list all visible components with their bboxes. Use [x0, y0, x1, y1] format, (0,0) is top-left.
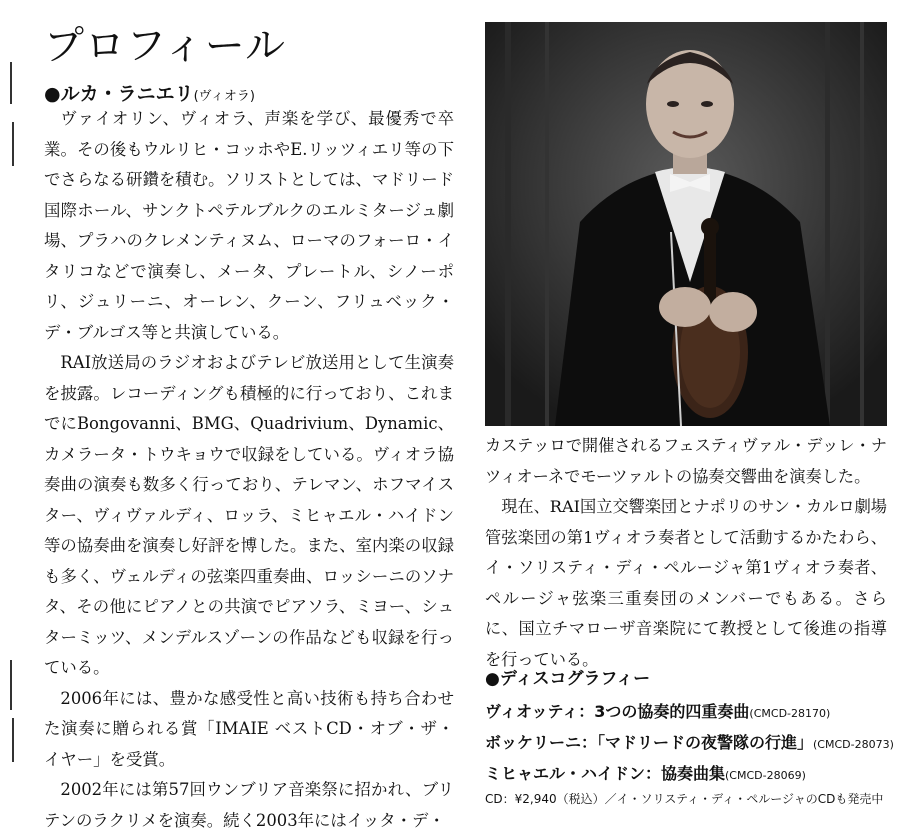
- bio-paragraph-3: 2006年には、豊かな感受性と高い技術も持ち合わせた演奏に贈られる賞「IMAIE ベストCD・オブ・ザ・イヤー」を受賞。: [44, 688, 454, 769]
- bio-paragraph-4: 2002年には第57回ウンブリア音楽祭に招かれ、ブリテンのラクリメを演奏。続く2003年にはイッタ・デ・: [44, 780, 454, 830]
- disco-code: (CMCD-28073): [813, 738, 894, 751]
- artist-name: [44, 79, 255, 106]
- discography-item: [485, 696, 905, 727]
- margin-mark: [12, 122, 14, 166]
- disco-title: ボッケリーニ：「マドリードの夜警隊の行進」: [485, 733, 814, 752]
- violist-portrait-image: [485, 22, 887, 426]
- artist-instrument: (ヴィオラ): [193, 89, 255, 104]
- margin-mark: [12, 718, 14, 762]
- disco-code: (CMCD-28069): [725, 769, 806, 782]
- bio-paragraph-4-continued: カステッロで開催されるフェスティヴァル・デッレ・ナツィオーネでモーツァルトの協奏交響曲を演奏した。: [485, 436, 887, 486]
- price-note: CD：¥2,940（税込）／イ・ソリスティ・ディ・ペルージャのCDも発売中: [485, 792, 884, 806]
- disco-title: ミヒャエル・ハイドン：協奏曲集: [485, 764, 726, 783]
- disco-code: (CMCD-28170): [749, 707, 831, 720]
- margin-mark: [10, 62, 12, 104]
- bio-paragraph-1: ヴァイオリン、ヴィオラ、声楽を学び、最優秀で卒業。その後もウルリヒ・コッホやE.リッツィエリ等の下でさらなる研鑽を積む。ソリストとしては、マドリード国際ホール、サンクトペテルブルクのエルミタージュ劇場、プラハのクレメンティヌム、ローマのフォーロ・イタリコなどで演奏し、メータ、プレートル、シノーポリ、ジュリーニ、オーレン、クーン、フリュベック・デ・ブルゴス等と共演している。: [44, 109, 454, 342]
- bio-paragraph-2: RAI放送局のラジオおよびテレビ放送用として生演奏を披露。レコーディングも積極的に行っており、これまでにBongovanni、BMG、Quadrivium、Dynamic、カメラータ・トウキョウで収録をしている。ヴィオラ協奏曲の演奏も数多く行っており、テレマン、ホフマイスター、ヴィヴァルディ、ロッラ、ミヒャエル・ハイドン等の協奏曲を演奏し好評を博した。また、室内楽の収録も多く、ヴェルディの弦楽四重奏曲、ロッシーニのソナタ、その他にピアノとの共演でピアソラ、ミヨー、シュターミッツ、メンデルスゾーンの作品なども収録を行っている。: [44, 353, 454, 677]
- bio-paragraph-5: 現在、RAI国立交響楽団とナポリのサン・カルロ劇場管弦楽団の第1ヴィオラ奏者として活動するかたわら、イ・ソリスティ・ディ・ペルージャ第1ヴィオラ奏者、ペルージャ弦楽三重奏団のメンバーでもある。さらに、国立チマローザ音楽院にて教授として後進の指導を行っている。: [485, 497, 887, 669]
- artist-name-text: ●ルカ・ラニエリ: [44, 83, 194, 105]
- biography-left-column: [44, 104, 454, 836]
- page-title: プロフィール: [44, 23, 286, 69]
- artist-photo: [485, 22, 887, 426]
- biography-right-column: [485, 431, 887, 675]
- disco-title: ヴィオッティ：3つの協奏的四重奏曲: [485, 702, 750, 721]
- discography-item: [485, 727, 905, 758]
- margin-mark: [10, 660, 12, 710]
- discography-list: [485, 696, 905, 789]
- discography-heading: ●ディスコグラフィー: [485, 669, 651, 689]
- discography-item: [485, 758, 905, 789]
